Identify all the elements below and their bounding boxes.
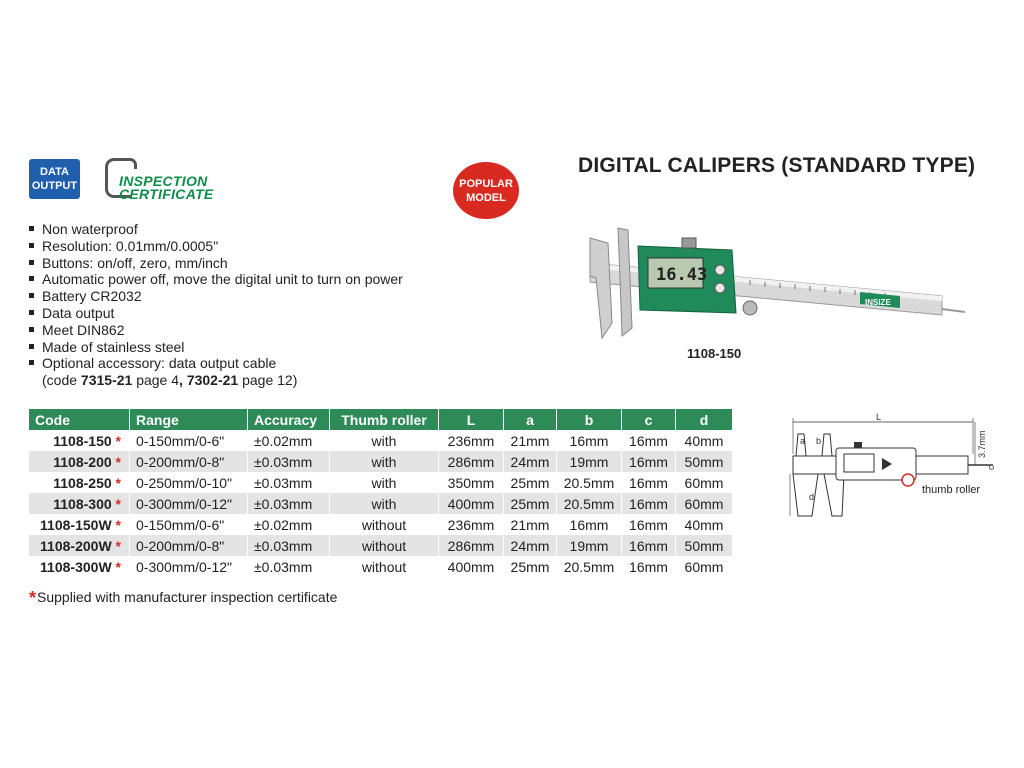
inspection-line1: INSPECTION <box>119 173 208 189</box>
cell-d: 50mm <box>676 535 733 556</box>
bullet-icon <box>29 310 34 315</box>
cell-L: 400mm <box>439 493 504 514</box>
cell-code <box>29 493 130 514</box>
feature-item <box>29 221 403 238</box>
feature-list <box>29 221 403 389</box>
cell-L: 350mm <box>439 472 504 493</box>
photo-caption: 1108-150 <box>687 346 742 361</box>
cell-code <box>29 514 130 535</box>
label-b: b <box>816 436 822 446</box>
col-header-thumb-roller: Thumb roller <box>330 409 439 430</box>
bullet-icon <box>29 226 34 231</box>
feature-text: Made of stainless steel <box>42 338 185 355</box>
bullet-icon <box>29 293 34 298</box>
certificate-star: * <box>115 516 121 533</box>
feature-text: Optional accessory: data output cable <box>42 355 277 372</box>
table-row <box>29 493 733 514</box>
caliper-photo <box>560 218 980 346</box>
certificate-star: * <box>115 495 121 512</box>
cell-thumb-roller: without <box>330 535 439 556</box>
cell-thumb-roller: with <box>330 472 439 493</box>
table-row <box>29 556 733 577</box>
label-L: L <box>876 412 882 422</box>
footnote-star: * <box>29 588 37 608</box>
feature-item <box>29 288 403 305</box>
feature-text: Automatic power off, move the digital unit to turn on power <box>42 271 403 288</box>
data-output-badge <box>29 159 80 199</box>
cell-c: 16mm <box>622 514 676 535</box>
bullet-icon <box>29 260 34 265</box>
diagram-lower-jaw-fixed <box>793 474 818 516</box>
cell-b: 19mm <box>557 535 622 556</box>
cell-range: 0-300mm/0-12" <box>130 556 248 577</box>
cell-c: 16mm <box>622 451 676 472</box>
popular-line1: POPULAR <box>459 177 513 190</box>
cell-thumb-roller: with <box>330 430 439 451</box>
cell-c: 16mm <box>622 430 676 451</box>
cell-c: 16mm <box>622 493 676 514</box>
feature-text: Meet DIN862 <box>42 321 125 338</box>
cell-range: 0-200mm/0-8" <box>130 535 248 556</box>
feature-item <box>29 322 403 339</box>
model-code: 1108-250 <box>53 474 112 491</box>
cell-a: 25mm <box>504 556 557 577</box>
bullet-icon <box>29 243 34 248</box>
cell-d: 60mm <box>676 472 733 493</box>
cell-L: 236mm <box>439 514 504 535</box>
col-header-range: Range <box>130 409 248 430</box>
feature-text: Data output <box>42 304 115 321</box>
page-title: DIGITAL CALIPERS (STANDARD TYPE) <box>578 154 976 177</box>
note-sep: , <box>179 372 187 389</box>
cell-L: 286mm <box>439 535 504 556</box>
cell-accuracy: ±0.03mm <box>248 535 330 556</box>
certificate-star: * <box>115 558 121 575</box>
sliding-jaw <box>618 228 632 336</box>
col-header-L: L <box>439 409 504 430</box>
feature-item <box>29 339 403 356</box>
label-d: d <box>809 492 815 502</box>
cell-accuracy: ±0.03mm <box>248 493 330 514</box>
label-height: 3.7mm <box>977 430 987 458</box>
col-header-code: Code <box>29 409 130 430</box>
brand-logo: INSIZE <box>865 298 891 307</box>
cell-d: 60mm <box>676 556 733 577</box>
cell-code <box>29 535 130 556</box>
dimension-diagram <box>788 412 998 524</box>
popular-model-badge <box>453 162 519 219</box>
col-header-d: d <box>676 409 733 430</box>
data-output-line2: OUTPUT <box>31 180 78 192</box>
cell-accuracy: ±0.02mm <box>248 430 330 451</box>
cell-b: 16mm <box>557 430 622 451</box>
spec-table <box>29 409 733 577</box>
cell-d: 40mm <box>676 430 733 451</box>
thumb-roller-icon <box>743 301 757 315</box>
cell-accuracy: ±0.03mm <box>248 556 330 577</box>
cell-a: 21mm <box>504 430 557 451</box>
feature-item <box>29 305 403 322</box>
cell-b: 19mm <box>557 451 622 472</box>
feature-text: Buttons: on/off, zero, mm/inch <box>42 254 228 271</box>
cell-a: 24mm <box>504 451 557 472</box>
cell-b: 16mm <box>557 514 622 535</box>
col-header-accuracy: Accuracy <box>248 409 330 430</box>
bullet-icon <box>29 276 34 281</box>
cell-b: 20.5mm <box>557 493 622 514</box>
diagram-lock-screw <box>854 442 862 448</box>
note-suffix: page 12) <box>238 372 298 389</box>
cell-d: 50mm <box>676 451 733 472</box>
cell-range: 0-250mm/0-10" <box>130 472 248 493</box>
model-code: 1108-150 <box>53 432 112 449</box>
bullet-icon <box>29 327 34 332</box>
cell-d: 40mm <box>676 514 733 535</box>
fixed-jaw <box>590 238 612 338</box>
certificate-star: * <box>115 432 121 449</box>
feature-item <box>29 355 403 372</box>
model-code: 1108-300 <box>53 495 112 512</box>
label-c: c <box>986 465 996 470</box>
cell-a: 25mm <box>504 493 557 514</box>
cell-code <box>29 451 130 472</box>
cell-code <box>29 556 130 577</box>
diagram-upper-jaw-slide <box>822 434 832 456</box>
bullet-icon <box>29 344 34 349</box>
table-row <box>29 514 733 535</box>
inspection-line2: CERTIFICATE <box>119 186 214 202</box>
cell-code <box>29 430 130 451</box>
cell-a: 21mm <box>504 514 557 535</box>
cell-L: 236mm <box>439 430 504 451</box>
table-row <box>29 451 733 472</box>
mm-inch-button-icon <box>715 283 725 293</box>
footnote-text: Supplied with manufacturer inspection certificate <box>37 589 338 605</box>
note-prefix: (code <box>42 372 81 389</box>
cell-thumb-roller: without <box>330 556 439 577</box>
col-header-b: b <box>557 409 622 430</box>
lcd-value: 16.43 <box>656 265 708 285</box>
data-output-line1: DATA <box>40 166 69 178</box>
inspection-certificate-logo <box>119 175 214 201</box>
cell-b: 20.5mm <box>557 472 622 493</box>
table-row <box>29 535 733 556</box>
feature-text: Battery CR2032 <box>42 288 142 305</box>
accessory-code-2: 7302-21 <box>186 372 239 389</box>
certificate-star: * <box>115 453 121 470</box>
lock-screw-icon <box>682 238 696 248</box>
cell-range: 0-150mm/0-6" <box>130 430 248 451</box>
model-code: 1108-300W <box>40 558 112 575</box>
diagram-display <box>844 454 874 472</box>
model-code: 1108-150W <box>40 516 112 533</box>
col-header-a: a <box>504 409 557 430</box>
spec-table-body <box>29 430 733 577</box>
popular-line2: MODEL <box>466 191 506 204</box>
cell-code <box>29 472 130 493</box>
accessory-code-1: 7315-21 <box>80 372 133 389</box>
cell-L: 400mm <box>439 556 504 577</box>
certificate-star: * <box>115 474 121 491</box>
footnote <box>29 588 337 609</box>
cell-thumb-roller: with <box>330 493 439 514</box>
model-code: 1108-200 <box>53 453 112 470</box>
cell-a: 25mm <box>504 472 557 493</box>
label-a: a <box>800 436 806 446</box>
feature-item <box>29 255 403 272</box>
accessory-note <box>29 372 403 389</box>
cell-accuracy: ±0.03mm <box>248 472 330 493</box>
cell-accuracy: ±0.03mm <box>248 451 330 472</box>
cell-c: 16mm <box>622 535 676 556</box>
zero-button-icon <box>715 265 725 275</box>
cell-d: 60mm <box>676 493 733 514</box>
cell-range: 0-200mm/0-8" <box>130 451 248 472</box>
cell-range: 0-300mm/0-12" <box>130 493 248 514</box>
certificate-star: * <box>115 537 121 554</box>
feature-text: Resolution: 0.01mm/0.0005" <box>42 237 219 254</box>
feature-item <box>29 238 403 255</box>
feature-text: Non waterproof <box>42 221 138 237</box>
cell-c: 16mm <box>622 556 676 577</box>
feature-item <box>29 271 403 288</box>
col-header-c: c <box>622 409 676 430</box>
cell-a: 24mm <box>504 535 557 556</box>
table-row <box>29 430 733 451</box>
cell-range: 0-150mm/0-6" <box>130 514 248 535</box>
cell-thumb-roller: without <box>330 514 439 535</box>
table-header-row <box>29 409 733 430</box>
note-mid: page 4 <box>132 372 180 389</box>
model-code: 1108-200W <box>40 537 112 554</box>
cell-b: 20.5mm <box>557 556 622 577</box>
thumb-roller-label: thumb roller <box>922 484 981 496</box>
cell-L: 286mm <box>439 451 504 472</box>
diagram-thumb-roller-icon <box>902 474 914 486</box>
cell-thumb-roller: with <box>330 451 439 472</box>
bullet-icon <box>29 360 34 365</box>
table-row <box>29 472 733 493</box>
depth-rod <box>942 309 965 312</box>
cell-c: 16mm <box>622 472 676 493</box>
cell-accuracy: ±0.02mm <box>248 514 330 535</box>
